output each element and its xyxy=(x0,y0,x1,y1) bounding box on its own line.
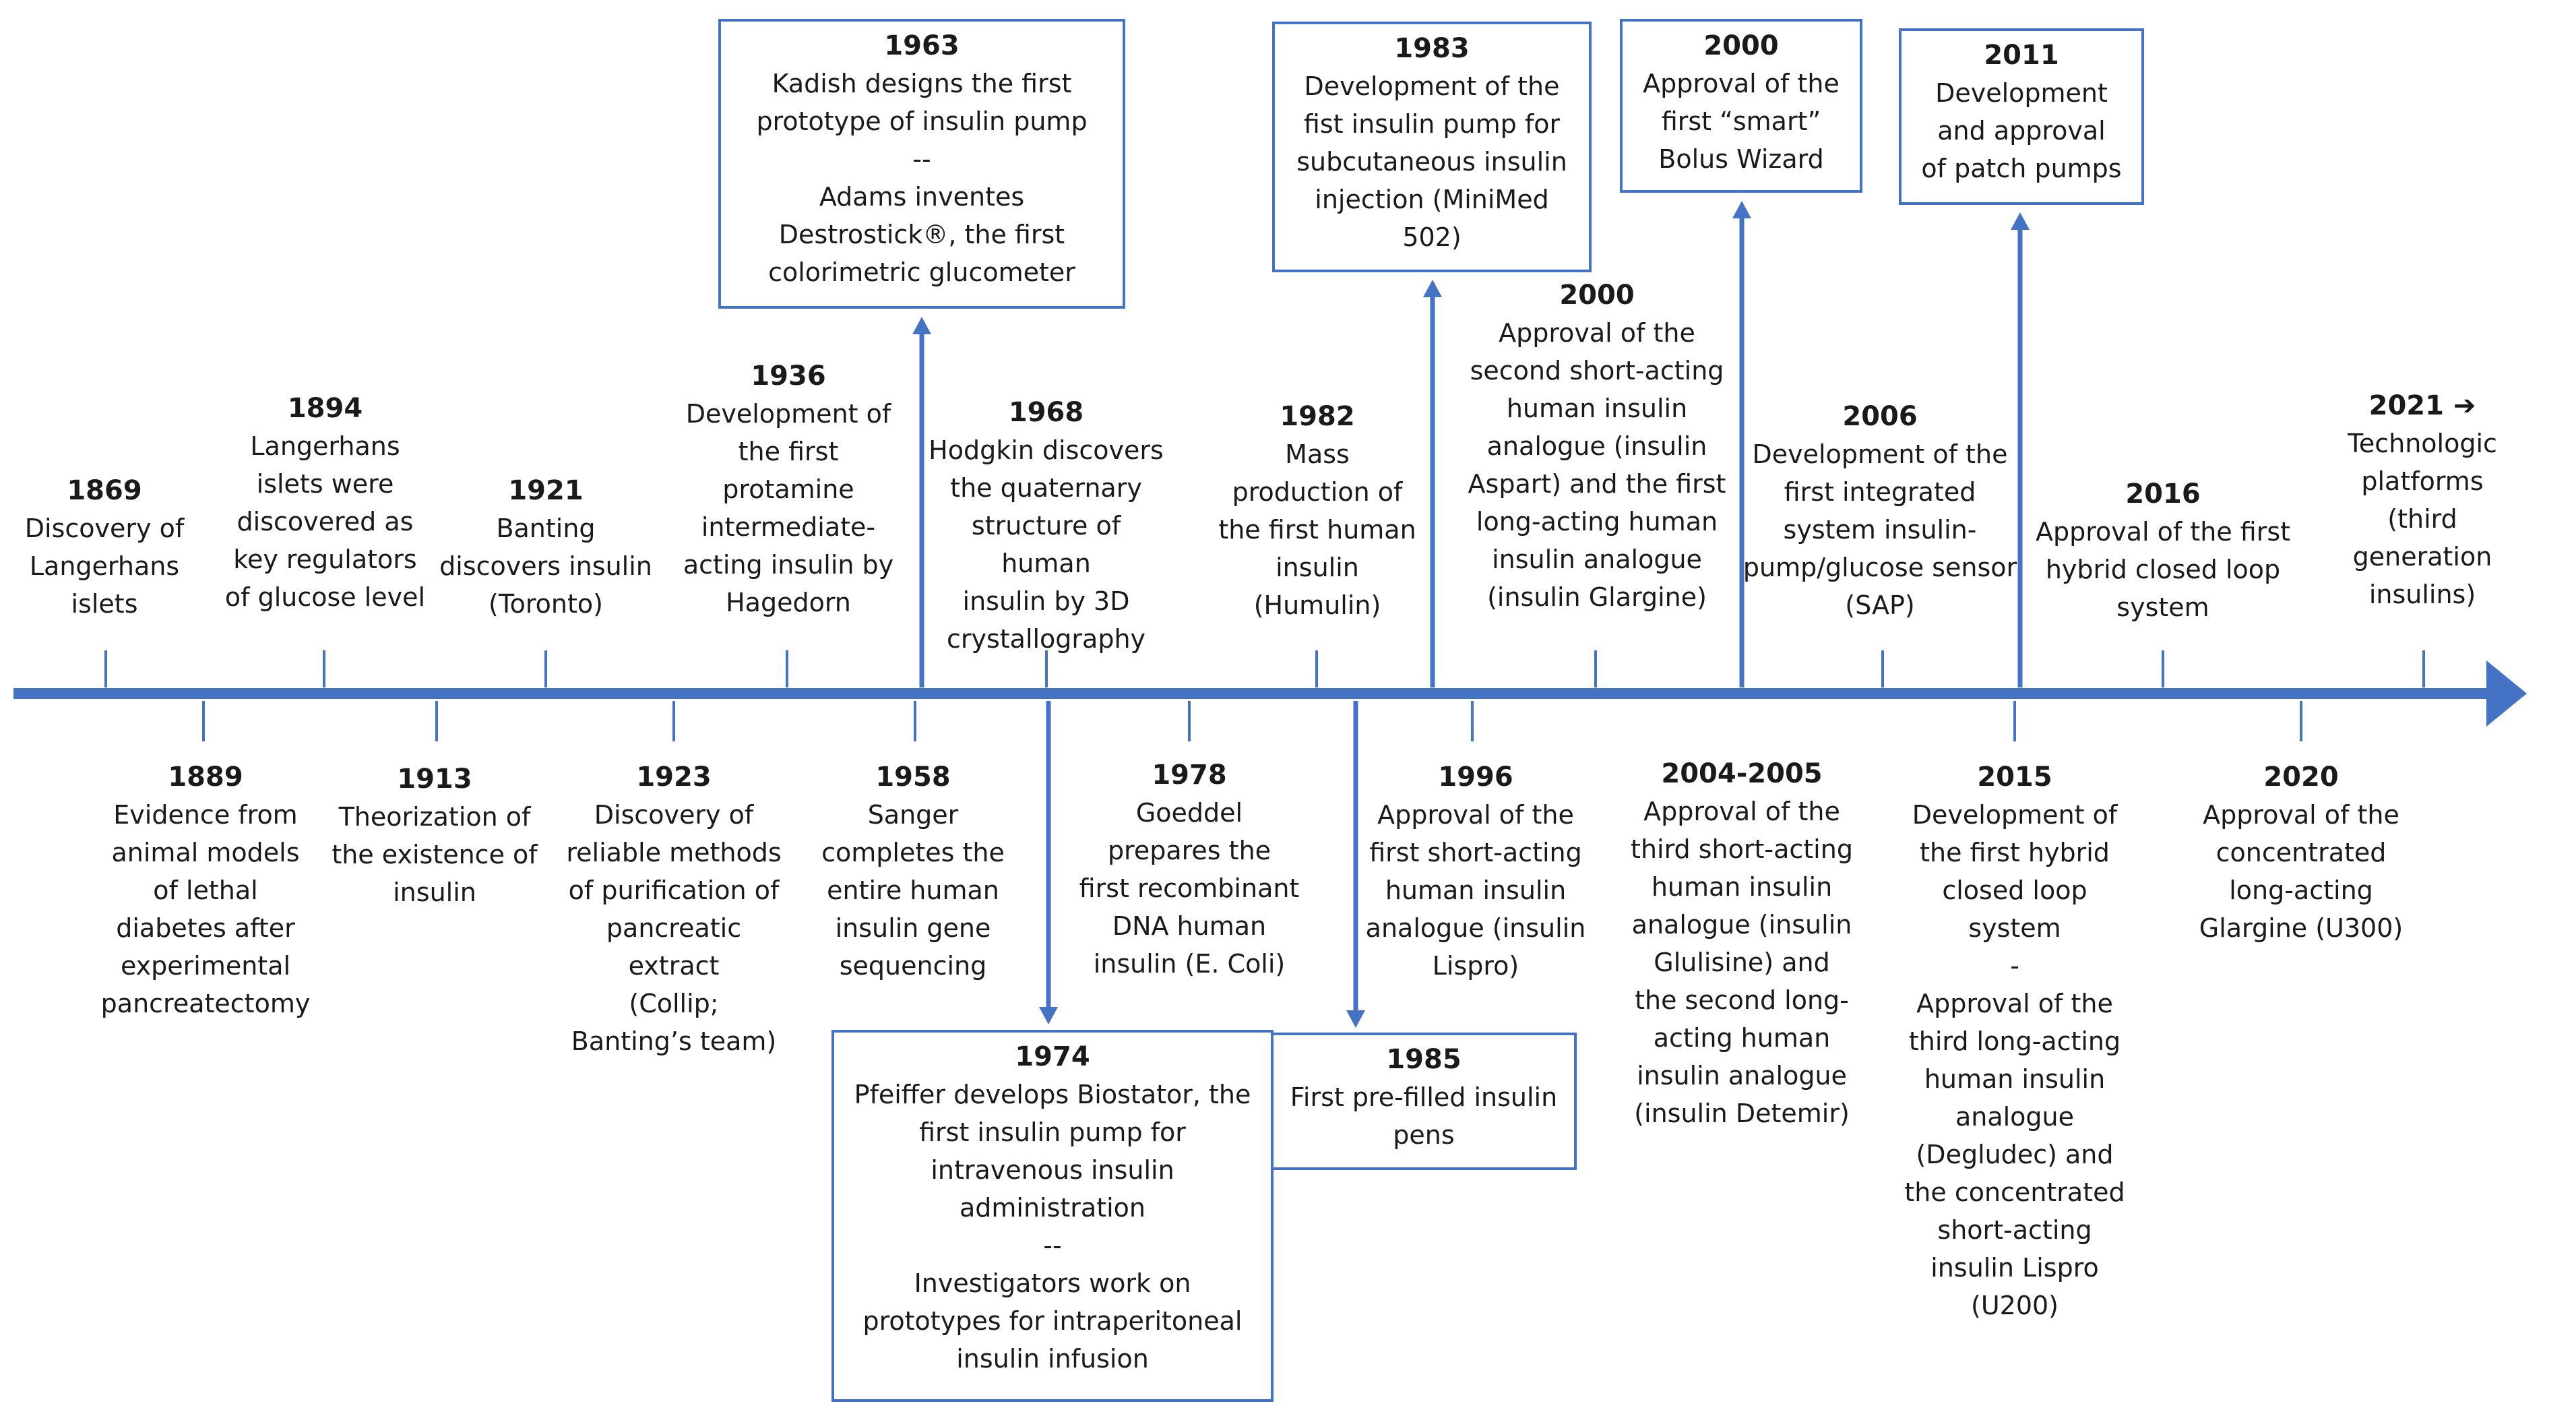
event-year: 1963 xyxy=(884,30,960,61)
event-text: Development of the first hybrid closed loop system - Approval of the third long-acting human insulin analogue (Degludec) and the concentrated short-acting insulin Lispro (U200) xyxy=(1904,800,2125,1320)
event-year: 1968 xyxy=(1008,397,1084,428)
event-text: Evidence from animal models of lethal diabetes after experimental pancreatectomy xyxy=(100,800,311,1018)
event-1869 xyxy=(7,472,202,623)
connector-arrowhead-icon xyxy=(1732,201,1751,218)
event-text: Technologic platforms (third generation insulins) xyxy=(2348,429,2497,609)
connector-arrowhead-icon xyxy=(912,317,931,334)
event-1894 xyxy=(219,390,431,616)
event-text: Approval of the first short-acting human insulin analogue (insulin Lispro) xyxy=(1365,800,1586,981)
event-1996 xyxy=(1361,758,1590,985)
event-text: Approval of the first “smart” Bolus Wizard xyxy=(1643,69,1840,174)
connector-arrowhead-icon xyxy=(1346,1010,1365,1028)
event-1978 xyxy=(1075,756,1304,983)
event-1974-box xyxy=(831,1030,1274,1402)
event-text: Approval of the second short-acting human insulin analogue (insulin Aspart) and the first long-acting human insulin analogue (insulin Glargine) xyxy=(1468,318,1726,612)
event-year: 1913 xyxy=(397,764,472,795)
event-year: 1921 xyxy=(508,475,584,506)
event-2020 xyxy=(2176,758,2426,947)
event-text: Development of the first protamine intermediate- acting insulin by Hagedorn xyxy=(683,399,894,617)
event-text: First pre-filled insulin pens xyxy=(1290,1082,1558,1150)
event-year: 2020 xyxy=(2263,762,2339,793)
connector-arrowhead-icon xyxy=(2011,212,2030,230)
event-text: Goeddel prepares the first recombinant DNA human insulin (E. Coli) xyxy=(1079,798,1300,979)
event-1936 xyxy=(674,357,903,621)
event-year: 1869 xyxy=(67,475,142,506)
event-year: 1923 xyxy=(636,762,712,793)
event-text: Kadish designs the first prototype of insulin pump -- Adams inventes Destrostick®, the first colorimetric glucometer xyxy=(756,69,1088,287)
event-year: 2000 xyxy=(1559,280,1635,311)
event-1982 xyxy=(1210,398,1425,624)
event-text: Approval of the first hybrid closed loop system xyxy=(2035,517,2291,622)
event-text: Theorization of the existence of insulin xyxy=(332,802,538,907)
connector-arrowhead-icon xyxy=(1423,280,1442,297)
event-year: 1936 xyxy=(751,361,826,392)
event-year: 1996 xyxy=(1438,762,1513,793)
event-text: Langerhans islets were discovered as key regulators of glucose level xyxy=(224,431,426,612)
event-year: 2015 xyxy=(1977,762,2052,793)
event-year: 2016 xyxy=(2125,479,2201,510)
event-text: Development of the first integrated system insulin- pump/glucose sensor (SAP) xyxy=(1742,439,2017,620)
event-year: 1894 xyxy=(287,393,363,424)
event-year: 1974 xyxy=(1015,1041,1090,1072)
event-1963-box xyxy=(718,19,1125,309)
event-2021 xyxy=(2318,387,2527,613)
event-1923 xyxy=(553,758,795,1060)
event-year: 1889 xyxy=(168,762,243,793)
event-text: Approval of the third short-acting human insulin analogue (insulin Glulisine) and the second long- acting human insulin analogue (insulin Detemir) xyxy=(1631,797,1853,1128)
event-year xyxy=(2318,387,2527,425)
event-1983-box xyxy=(1272,22,1592,272)
event-year: 2004-2005 xyxy=(1661,758,1823,789)
event-text: Development of the fist insulin pump for subcutaneous insulin injection (MiniMed 502) xyxy=(1296,71,1567,252)
event-text: Mass production of the first human insulin (Humulin) xyxy=(1218,439,1416,620)
event-text: Discovery of reliable methods of purification of pancreatic extract (Collip; Banting’s team) xyxy=(566,800,782,1056)
event-year: 1982 xyxy=(1280,401,1355,432)
connector-arrowhead-icon xyxy=(1039,1007,1058,1024)
event-text: Sanger completes the entire human insulin gene sequencing xyxy=(821,800,1005,981)
event-1913 xyxy=(327,760,542,911)
event-2016 xyxy=(2025,475,2301,626)
arrow-right-icon: ➔ xyxy=(2453,390,2476,421)
event-2004-2005 xyxy=(1621,755,1863,1132)
event-text: Approval of the concentrated long-acting Glargine (U300) xyxy=(2199,800,2404,943)
timeline-axis-arrowhead-icon xyxy=(2486,661,2527,727)
event-year-text: 2021 xyxy=(2368,390,2444,421)
event-year: 1958 xyxy=(875,762,951,793)
event-2000-analogues xyxy=(1462,276,1732,616)
event-text: Discovery of Langerhans islets xyxy=(24,514,185,619)
event-year: 1985 xyxy=(1386,1044,1462,1075)
event-1889 xyxy=(94,758,317,1022)
event-text: Hodgkin discovers the quaternary structure of human insulin by 3D crystallography xyxy=(929,435,1164,654)
event-text: Pfeiffer develops Biostator, the first insulin pump for intravenous insulin administration -- Investigators work on prototypes for intraperitoneal insulin infusion xyxy=(854,1080,1251,1374)
event-text: Development and approval of patch pumps xyxy=(1921,78,2122,183)
event-1921 xyxy=(438,472,654,623)
event-year: 1983 xyxy=(1394,33,1470,64)
event-2011-box xyxy=(1899,28,2144,205)
event-year: 2011 xyxy=(1984,40,2059,71)
event-year: 1978 xyxy=(1152,760,1227,791)
event-2000-bolus-box xyxy=(1620,19,1862,193)
event-1968 xyxy=(923,394,1169,658)
event-year: 2006 xyxy=(1842,401,1918,432)
event-2006 xyxy=(1742,398,2018,624)
event-1958 xyxy=(809,758,1017,985)
event-1985-box xyxy=(1271,1033,1577,1170)
event-year: 2000 xyxy=(1703,30,1779,61)
event-text: Banting discovers insulin (Toronto) xyxy=(439,514,652,619)
event-2015 xyxy=(1900,758,2129,1324)
